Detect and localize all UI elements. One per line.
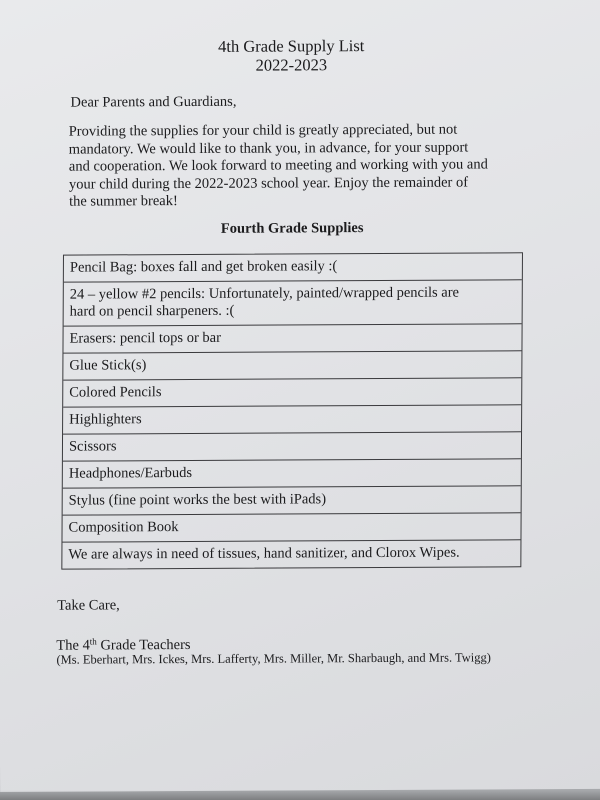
intro-line: and cooperation. We look forward to meeting and working with you and bbox=[68, 156, 488, 175]
supplies-heading: Fourth Grade Supplies bbox=[220, 220, 364, 237]
supply-item-text: Glue Stick(s) bbox=[69, 357, 147, 374]
supply-item-text: Highlighters bbox=[69, 411, 142, 428]
supply-item bbox=[63, 458, 521, 487]
salutation: Dear Parents and Guardians, bbox=[70, 93, 237, 111]
supply-table bbox=[61, 252, 523, 569]
school-year: 2022-2023 bbox=[255, 55, 328, 75]
supply-item-text: Composition Book bbox=[68, 519, 179, 536]
signature-ordinal: th bbox=[89, 636, 97, 647]
supply-item-text: Scissors bbox=[68, 438, 117, 455]
supply-item-text: Headphones/Earbuds bbox=[68, 464, 193, 482]
supply-item bbox=[62, 512, 520, 541]
supply-item-text: Stylus (fine point works the best with iPads) bbox=[68, 491, 327, 509]
supply-item bbox=[63, 431, 521, 460]
intro-line: Providing the supplies for your child is greatly appreciated, but not bbox=[68, 121, 458, 140]
supply-item bbox=[63, 323, 521, 352]
closing: Take Care, bbox=[57, 597, 120, 614]
supply-item-text: Pencil Bag: boxes fall and get broken easily :( bbox=[69, 258, 338, 276]
intro-paragraph bbox=[69, 121, 488, 211]
supply-item-text: We are always in need of tissues, hand sanitizer, and Clorox Wipes. bbox=[68, 544, 460, 563]
supply-item bbox=[63, 350, 521, 379]
document-title: 4th Grade Supply List bbox=[218, 36, 365, 56]
supply-item-text: Erasers: pencil tops or bar bbox=[69, 329, 221, 347]
signature-prefix: The 4 bbox=[56, 637, 90, 654]
table-shadow bbox=[0, 790, 600, 800]
supply-item bbox=[64, 279, 522, 325]
signature-suffix: Grade Teachers bbox=[96, 636, 191, 654]
supply-item-text: Colored Pencils bbox=[69, 384, 162, 401]
supply-item bbox=[63, 404, 521, 433]
supply-item bbox=[62, 539, 520, 568]
intro-line: your child during the 2022-2023 school year. Enjoy the remainder of bbox=[68, 174, 469, 193]
supply-item-text: 24 – yellow #2 pencils: Unfortunately, painted/wrapped pencils are bbox=[69, 284, 460, 303]
supply-item bbox=[63, 377, 521, 406]
intro-line: mandatory. We would like to thank you, in advance, for your support bbox=[68, 139, 469, 158]
intro-line: the summer break! bbox=[69, 193, 178, 210]
supply-item-text: hard on pencil sharpeners. :( bbox=[69, 302, 235, 320]
teacher-names: (Ms. Eberhart, Mrs. Ickes, Mrs. Lafferty, Mrs. Miller, Mr. Sharbaugh, and Mrs. Twigg) bbox=[56, 650, 491, 667]
supply-item bbox=[64, 253, 522, 281]
supply-item bbox=[63, 485, 521, 514]
